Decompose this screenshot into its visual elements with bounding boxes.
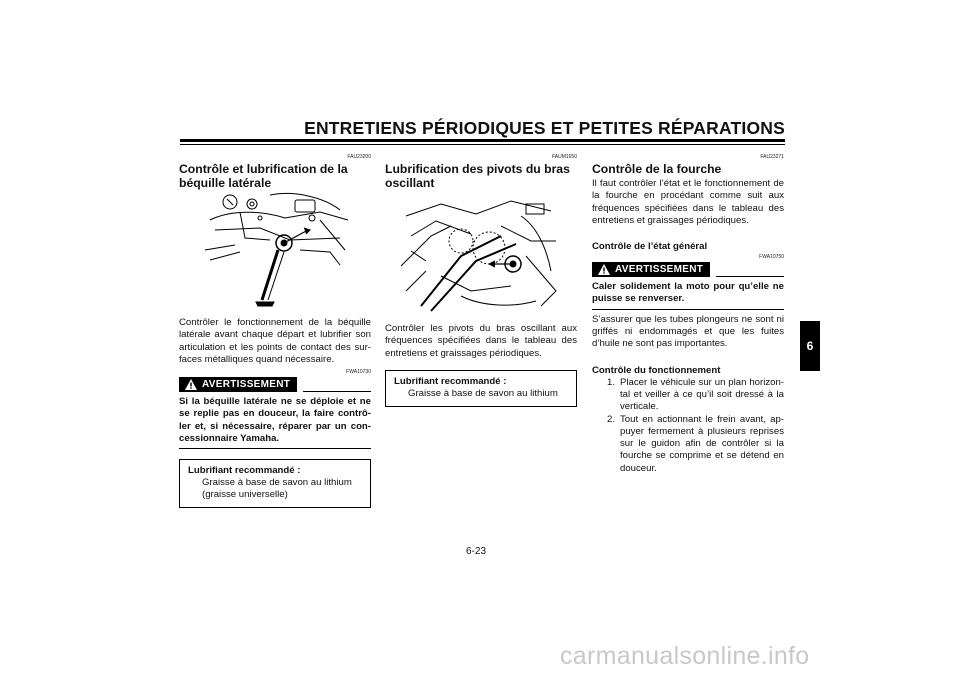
subsection-title: Contrôle de l’état général — [592, 241, 708, 253]
warning-code: FWA10750 — [759, 254, 784, 261]
warning-header — [592, 262, 784, 277]
steps-list — [592, 377, 784, 475]
section-body: Contrôler le fonctionnement de la béquille latérale avant chaque départ et lubrifier son articulation et les points de contact des sur-faces métalliques quand nécessaire. — [179, 317, 371, 365]
warning-label: AVERTISSEMENT — [615, 264, 704, 276]
lubricant-value: Graisse à base de savon au lithium — [408, 387, 558, 399]
section-title: Lubrification des pivots du bras oscillant — [385, 162, 570, 190]
lubricant-box — [179, 459, 371, 508]
column-sidestand — [179, 150, 371, 508]
warning-triangle-icon — [185, 379, 197, 390]
lubricant-title: Lubrifiant recommandé : — [188, 465, 301, 477]
subsection-title: Contrôle du fonctionnement — [592, 364, 721, 376]
header-rule — [180, 139, 785, 142]
list-item: 2. Tout en actionnant le frein avant, ap-puyer fermement à plusieurs reprises sur le guidon afin de contrôler si la fourche se comprime et se détend en douceur. — [606, 413, 784, 474]
section-title: Contrôle et lubrification de la béquille latérale — [179, 162, 348, 190]
page-title: ENTRETIENS PÉRIODIQUES ET PETITES RÉPARATIONS — [304, 118, 785, 138]
chapter-tab: 6 — [800, 321, 820, 371]
warning-end-rule — [592, 309, 784, 310]
warning-rule — [303, 391, 371, 392]
section-body: S’assurer que les tubes plongeurs ne sont ni griffés ni endommagés et que les fuites d’huile ne sont pas importantes. — [592, 313, 784, 350]
sidestand-illustration — [200, 190, 350, 313]
column-swingarm — [385, 150, 577, 407]
section-title: Contrôle de la fourche — [592, 162, 722, 176]
watermark: carmanualsonline.info — [560, 642, 810, 670]
lubricant-value: Graisse à base de savon au lithium — [202, 477, 352, 489]
page-number: 6-23 — [466, 546, 487, 557]
warning-triangle-icon — [598, 264, 610, 275]
warning-label: AVERTISSEMENT — [202, 379, 291, 391]
warning-badge — [179, 377, 297, 392]
header-rule-thin — [180, 144, 785, 145]
section-body: Contrôler les pivots du bras oscillant aux fréquences spécifiées dans le tableau des entretiens et graissages périodiques. — [385, 323, 577, 359]
lubricant-value-2: (graisse universelle) — [202, 489, 288, 501]
column-fork — [592, 150, 784, 475]
warning-text: Si la béquille latérale ne se déploie et ne se replie pas en douceur, la faire contrô-ler et, si nécessaire, réparer par un con-cessionnaire Yamaha. — [179, 396, 371, 445]
warning-text: Caler solidement la moto pour qu’elle ne puisse se renverser. — [592, 281, 784, 305]
list-item: 1. Placer le véhicule sur un plan horizon-tal et veiller à ce qu’il soit dressé à la verticale. — [606, 376, 784, 413]
warning-rule — [716, 276, 784, 277]
warning-code: FWA10730 — [346, 369, 371, 376]
warning-badge — [592, 262, 710, 277]
lubricant-title: Lubrifiant recommandé : — [394, 375, 507, 387]
ref-code: FAU23271 — [760, 154, 784, 160]
warning-header — [179, 377, 371, 392]
section-intro: Il faut contrôler l’état et le fonctionnement de la fourche en procédant comme suit aux fréquences spécifiées dans le tableau des entretiens et graissages périodiques. — [592, 178, 784, 226]
warning-end-rule — [179, 448, 371, 449]
ref-code: FAU23200 — [347, 154, 371, 160]
ref-code: FAUM1650 — [551, 154, 577, 160]
lubricant-box — [385, 370, 577, 407]
swingarm-illustration — [401, 196, 561, 317]
